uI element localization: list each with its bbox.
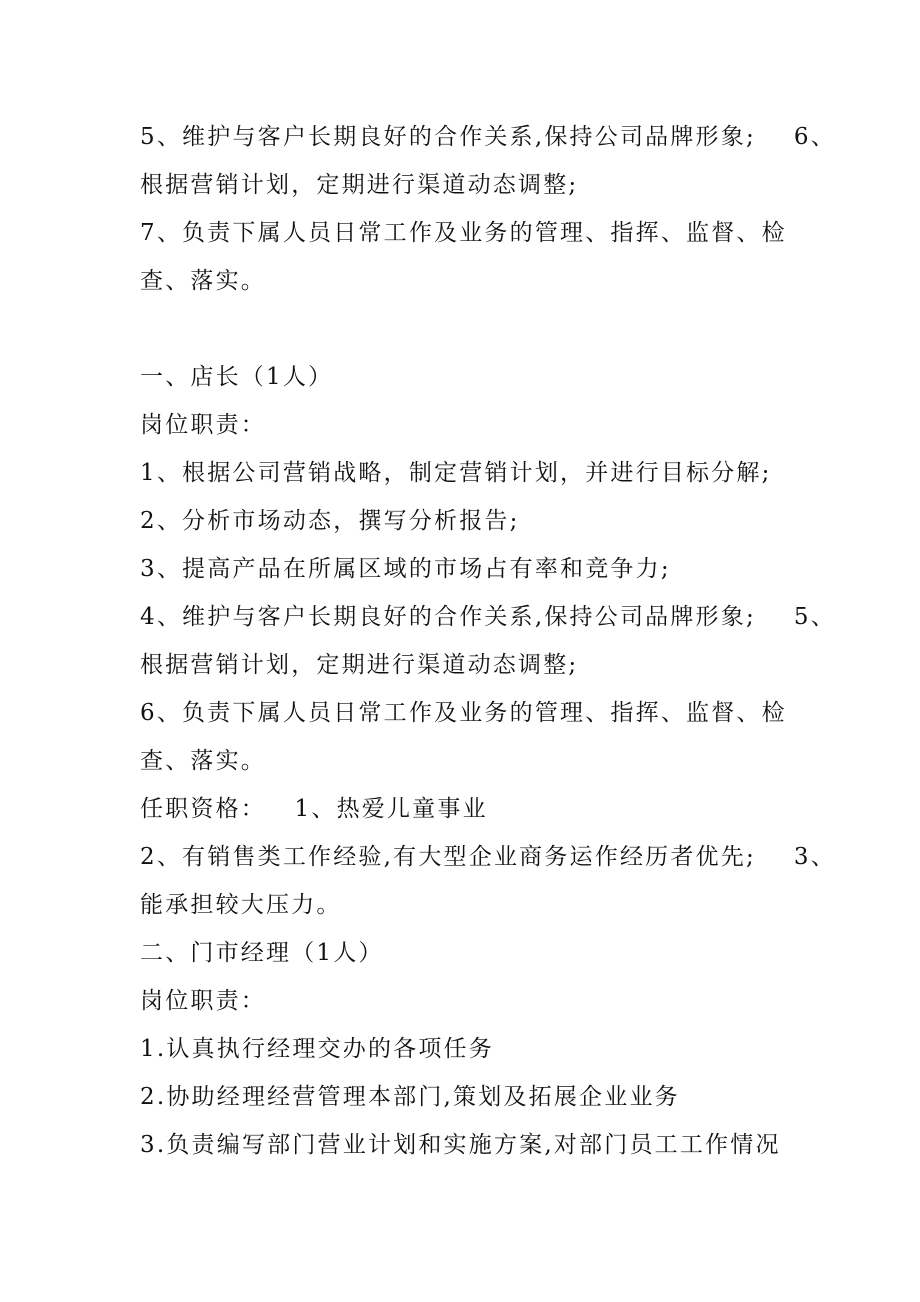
text-line: 能承担较大压力。 xyxy=(140,892,342,918)
text-line: 5、维护与客户长期良好的合作关系,保持公司品牌形象; 6、 xyxy=(140,124,836,150)
text-line: 2、有销售类工作经验,有大型企业商务运作经历者优先; 3、 xyxy=(140,844,836,870)
text-line: 3.负责编写部门营业计划和实施方案,对部门员工工作情况 xyxy=(140,1132,781,1158)
text-line: 2、分析市场动态，撰写分析报告; xyxy=(140,508,520,534)
text-line: 1.认真执行经理交办的各项任务 xyxy=(140,1036,494,1062)
text-line: 3、提高产品在所属区域的市场占有率和竞争力; xyxy=(140,556,671,582)
text-line: 任职资格： 1、热爱儿童事业 xyxy=(140,796,488,822)
text-line: 根据营销计划，定期进行渠道动态调整; xyxy=(140,652,579,678)
text-line: 7、负责下属人员日常工作及业务的管理、指挥、监督、检 xyxy=(140,220,787,246)
section-heading: 二、门市经理（1人） xyxy=(140,940,384,966)
text-line: 1、根据公司营销战略，制定营销计划，并进行目标分解; xyxy=(140,460,772,486)
text-line: 2.协助经理经营管理本部门,策划及拓展企业业务 xyxy=(140,1084,680,1110)
text-line: 6、负责下属人员日常工作及业务的管理、指挥、监督、检 xyxy=(140,700,787,726)
section-heading: 一、店长（1人） xyxy=(140,364,334,390)
text-line: 查、落实。 xyxy=(140,748,266,774)
subsection-heading: 岗位职责： xyxy=(140,412,266,438)
text-line: 根据营销计划，定期进行渠道动态调整; xyxy=(140,172,579,198)
text-line: 查、落实。 xyxy=(140,268,266,294)
subsection-heading: 岗位职责： xyxy=(140,988,266,1014)
text-line: 4、维护与客户长期良好的合作关系,保持公司品牌形象; 5、 xyxy=(140,604,836,630)
